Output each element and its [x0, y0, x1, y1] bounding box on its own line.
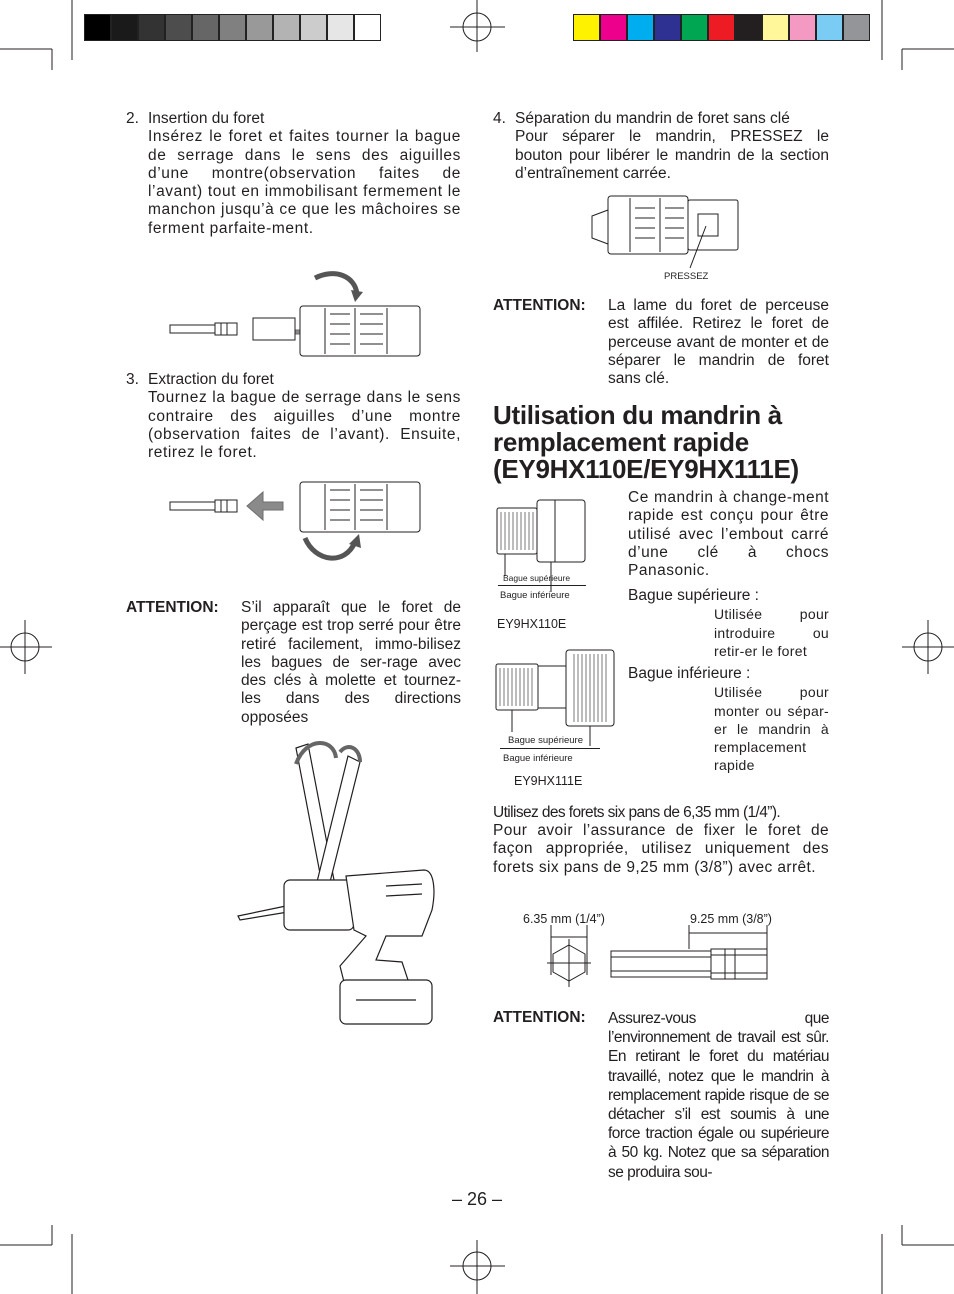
gray-swatch — [273, 14, 300, 41]
extract-bit-figure — [165, 478, 425, 568]
attention-body: Assurez-vous que l’environnement de travail est sûr. En retirant le foret du matériau travaillé, notez que le mandrin à remplacement rapide risque de se détacher s’il est soumis à une force traction égale ou supérieure à 50 kg. Notez que sa séparation se produira sou- — [608, 1010, 829, 1181]
step-number: 3. — [126, 371, 139, 388]
gray-swatch — [300, 14, 327, 41]
step-title: Extraction du foret — [148, 371, 274, 388]
color-swatch — [789, 14, 816, 41]
dim-925: 9.25 mm (3/8”) — [690, 912, 772, 926]
attention-right-2 — [493, 1009, 829, 1182]
gray-swatch — [165, 14, 192, 41]
color-swatch — [735, 14, 762, 41]
color-swatch — [762, 14, 789, 41]
bague-inf-label: Bague inférieure : — [628, 665, 751, 682]
gray-swatch — [138, 14, 165, 41]
step-2 — [126, 110, 461, 238]
fig2-divider — [500, 748, 600, 749]
fig1-label-sup: Bague supérieure — [503, 573, 571, 583]
attention-body: S’il apparaît que le foret de perçage est trop serré pour être retiré facilement, immo-bilisez les bagues de ser-rage avec des clés à molette et tournez-les dans des directions opposées — [241, 599, 461, 726]
bague-sup-label: Bague supérieure : — [628, 587, 759, 604]
gray-swatch — [192, 14, 219, 41]
color-swatch — [573, 14, 600, 41]
color-swatch — [654, 14, 681, 41]
step-number: 4. — [493, 110, 506, 127]
color-swatch — [681, 14, 708, 41]
attention-body: La lame du foret de perceuse est affilée. Retirez le foret de perceuse avant de monter et de séparer le mandrin de foret sans clé. — [608, 297, 829, 388]
color-swatch — [627, 14, 654, 41]
intro-text: Ce mandrin à change-ment rapide est conçu pour être utilisé avec l’embout carré d’une clé à chocs Panasonic. — [628, 489, 829, 580]
step-body: Insérez le foret et faites tourner la bague de serrage dans le sens des aiguilles d’une montre(observation faites de l’avant) tout en immobilisant fermement le manchon jusqu’à ce que les mâchoires se ferment parfaite-ment. — [148, 128, 461, 237]
color-swatch — [843, 14, 870, 41]
bague-sup-desc: Utilisée pour introduire ou retir-er le foret — [714, 606, 829, 659]
fig2-model: EY9HX111E — [514, 774, 583, 788]
fig1-divider — [498, 585, 586, 586]
bague-inferieure — [628, 665, 829, 775]
bits-lead: Utilisez des forets six pans de 6,35 mm (1/4”). — [493, 804, 781, 821]
color-swatch — [708, 14, 735, 41]
gray-swatch — [219, 14, 246, 41]
insert-bit-figure — [165, 272, 425, 362]
color-swatch — [816, 14, 843, 41]
ey9hx111e-figure — [494, 646, 618, 738]
wrench-drill-figure — [236, 740, 446, 1030]
attention-label: ATTENTION: — [493, 1009, 586, 1026]
fig1-label-inf: Bague inférieure — [500, 590, 570, 601]
attention-left — [126, 599, 461, 727]
gray-swatch — [111, 14, 138, 41]
gray-swatch — [246, 14, 273, 41]
hex-bits-figure — [545, 925, 775, 989]
pressez-label: PRESSEZ — [664, 271, 709, 282]
page-number: – 26 – — [451, 1189, 503, 1209]
step-title: Insertion du foret — [148, 110, 265, 127]
step-title: Séparation du mandrin de foret sans clé — [515, 110, 790, 127]
attention-label: ATTENTION: — [493, 297, 586, 314]
bague-superieure — [628, 587, 829, 660]
attention-label: ATTENTION: — [126, 599, 219, 616]
gray-swatch — [84, 14, 111, 41]
bits-body: Pour avoir l’assurance de fixer le foret de façon appropriée, utilisez uniquement des forets six pans de 9,25 mm (3/8”) avec arrêt. — [493, 822, 829, 876]
color-swatch — [600, 14, 627, 41]
attention-right-1 — [493, 297, 829, 388]
bague-inf-desc: Utilisée pour monter ou sépar-er le mandrin à remplacement rapide — [714, 684, 829, 774]
step-body: Pour séparer le mandrin, PRESSEZ le bouton pour libérer le mandrin de la section d’entraînement carrée. — [515, 128, 829, 182]
gray-swatch — [327, 14, 354, 41]
step-4 — [493, 110, 829, 183]
section-heading: Utilisation du mandrin à remplacement rapide (EY9HX110E/EY9HX111E) — [493, 400, 799, 484]
step-number: 2. — [126, 110, 139, 127]
keyless-chuck-figure — [590, 190, 750, 262]
step-3 — [126, 371, 461, 462]
dim-635: 6.35 mm (1/4”) — [523, 912, 605, 926]
gray-swatch — [354, 14, 381, 41]
fig2-label-sup: Bague supérieure — [508, 735, 583, 746]
ey9hx110e-figure — [495, 492, 595, 582]
fig2-label-inf: Bague inférieure — [503, 753, 573, 764]
fig1-model: EY9HX110E — [497, 617, 567, 631]
step-body: Tournez la bague de serrage dans le sens contraire des aiguilles d’une montre (observation faites de l’avant). Ensuite, retirez le foret. — [148, 389, 461, 462]
